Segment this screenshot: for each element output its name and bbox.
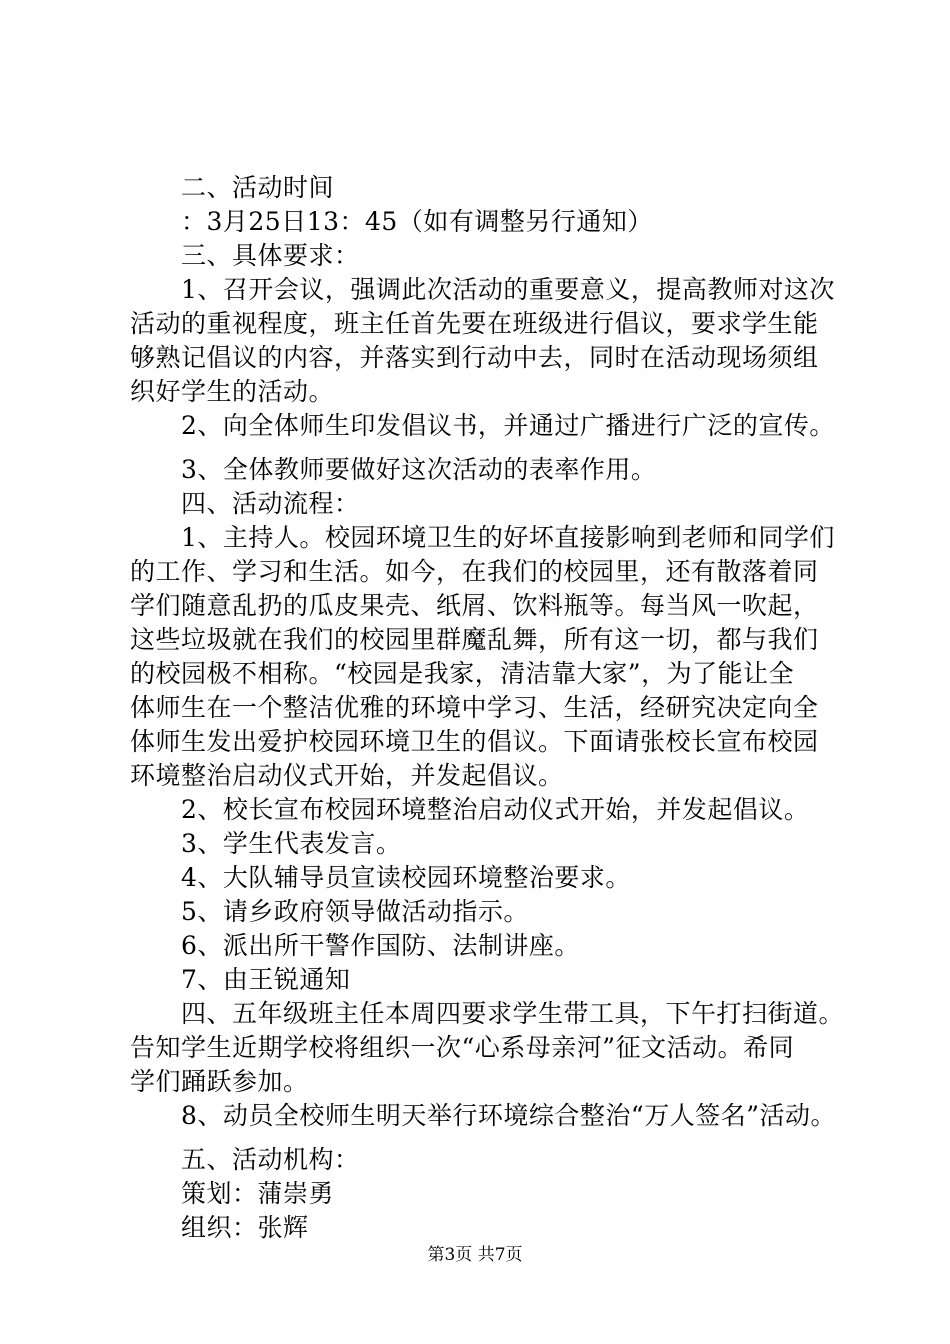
text-line: 四、五年级班主任本周四要求学生带工具，下午打扫街道。 xyxy=(130,999,845,1028)
section-heading-activity-time: 二、活动时间 xyxy=(130,173,335,202)
text-line: 组织：张辉 xyxy=(130,1213,309,1242)
text-line: 2、向全体师生印发倡议书，并通过广播进行广泛的宣传。 xyxy=(130,411,835,440)
text-line: 4、大队辅导员宣读校园环境整治要求。 xyxy=(130,863,631,892)
text-line: ：3月25日13：45（如有调整另行通知） xyxy=(130,207,653,236)
text-line: 2、校长宣布校园环境整治启动仪式开始，并发起倡议。 xyxy=(130,795,810,824)
text-line: 体师生发出爱护校园环境卫生的倡议。下面请张校长宣布校园 xyxy=(130,727,819,756)
text-line: 8、动员全校师生明天举行环境综合整治“万人签名”活动。 xyxy=(130,1101,836,1130)
text-line: 学们踊跃参加。 xyxy=(130,1067,309,1096)
text-line: 1、召开会议，强调此次活动的重要意义，提高教师对这次 xyxy=(130,275,835,304)
text-line: 环境整治启动仪式开始，并发起倡议。 xyxy=(130,761,564,790)
text-line: 体师生在一个整洁优雅的环境中学习、生活，经研究决定向全 xyxy=(130,693,819,722)
text-line: 学们随意乱扔的瓜皮果壳、纸屑、饮料瓶等。每当风一吹起， xyxy=(130,591,819,620)
page-number-footer: 第3页 共7页 xyxy=(427,1245,523,1265)
text-line: 够熟记倡议的内容，并落实到行动中去，同时在活动现场须组 xyxy=(130,343,819,372)
text-line: 策划：蒲崇勇 xyxy=(130,1179,335,1208)
text-line: 5、请乡政府领导做活动指示。 xyxy=(130,897,529,926)
text-line: 活动的重视程度，班主任首先要在班级进行倡议，要求学生能 xyxy=(130,309,819,338)
section-heading-organization: 五、活动机构： xyxy=(130,1145,360,1174)
text-line: 6、派出所干警作国防、法制讲座。 xyxy=(130,931,580,960)
text-line: 这些垃圾就在我们的校园里群魔乱舞，所有这一切，都与我们 xyxy=(130,625,819,654)
text-line: 3、学生代表发言。 xyxy=(130,829,402,858)
text-line: 的工作、学习和生活。如今，在我们的校园里，还有散落着同 xyxy=(130,557,819,586)
text-line: 3、全体教师要做好这次活动的表率作用。 xyxy=(130,455,657,484)
section-heading-requirements: 三、具体要求： xyxy=(130,241,360,270)
text-line: 织好学生的活动。 xyxy=(130,377,335,406)
text-line: 告知学生近期学校将组织一次“心系母亲河”征文活动。希同 xyxy=(130,1033,795,1062)
section-heading-activity-flow: 四、活动流程： xyxy=(130,489,360,518)
text-line: 7、由王锐通知 xyxy=(130,965,351,994)
text-line: 的校园极不相称。“校园是我家，清洁靠大家”，为了能让全 xyxy=(130,659,795,688)
text-line: 1、主持人。校园环境卫生的好坏直接影响到老师和同学们 xyxy=(130,523,835,552)
